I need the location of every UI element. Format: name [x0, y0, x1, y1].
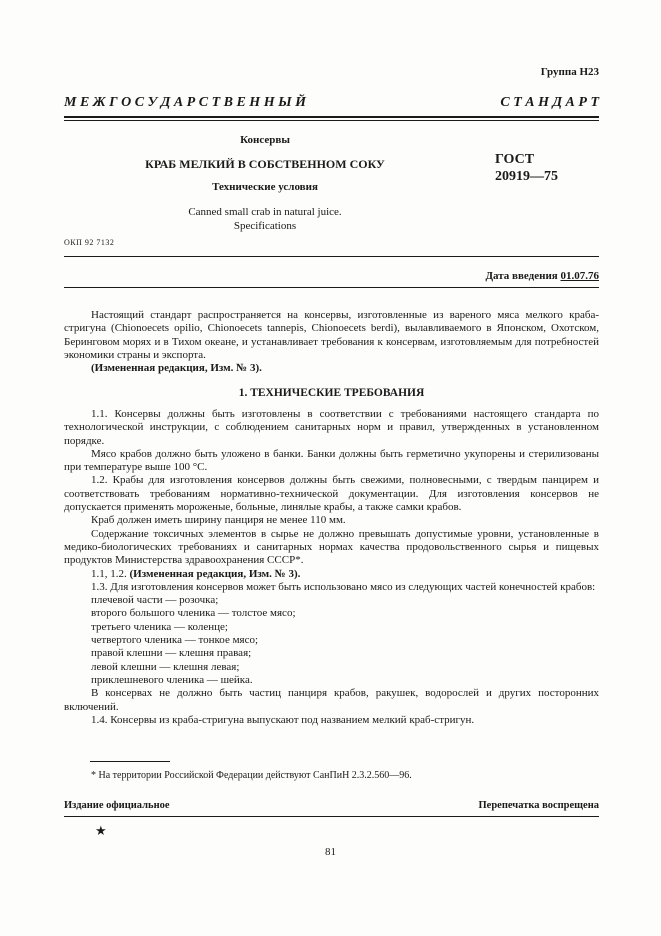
intro-revision: (Измененная редакция, Изм. № 3). — [91, 362, 262, 375]
list-item: третьего членика — коленце; — [91, 620, 228, 633]
category-label: Консервы — [240, 134, 290, 146]
okp-code: ОКП 92 7132 — [64, 238, 115, 247]
banner-right: С Т А Н Д А Р Т — [500, 95, 599, 110]
english-title — [120, 205, 410, 233]
list-item: четвертого членика — тонкое мясо; — [91, 634, 259, 647]
banner-rule-thick — [64, 116, 599, 118]
list-item: левой клешни — клешня левая; — [91, 660, 240, 673]
list-item: плечевой части — розочка; — [91, 594, 219, 607]
english-title-line2: Specifications — [233, 220, 297, 232]
date-label: Дата введения — [485, 270, 558, 282]
intro-section — [64, 309, 599, 375]
banner-left: М Е Ж Г О С У Д А Р С Т В Е Н Н Ы Й — [64, 95, 307, 110]
standard-banner — [64, 94, 599, 112]
clause-1-4: 1.4. Консервы из краба-стригуна выпускают под названием мелкий краб-стригун. — [91, 713, 475, 726]
list-item: второго большого членика — толстое мясо; — [91, 607, 296, 620]
date-rule — [64, 287, 599, 288]
gost-label: ГОСТ — [495, 152, 535, 167]
revision-prefix: 1.1, 1.2. — [91, 567, 127, 580]
date-value: 01.07.76 — [560, 270, 599, 282]
document-title: КРАБ МЕЛКИЙ В СОБСТВЕННОМ СОКУ — [145, 157, 385, 171]
english-title-line1: Canned small crab in natural juice. — [188, 206, 342, 218]
star-icon: ★ — [95, 823, 107, 838]
document-subtitle: Технические условия — [212, 181, 318, 193]
okp-rule — [64, 256, 599, 257]
effective-date — [485, 270, 599, 282]
clause-revision — [64, 568, 599, 581]
edition-label: Издание официальное — [64, 800, 170, 811]
gost-designation — [495, 151, 558, 185]
banner-rule-thin — [64, 120, 599, 121]
list-item: приклешневого членика — шейка. — [91, 673, 253, 686]
group-code: Группа Н23 — [540, 66, 599, 78]
section-heading: 1. ТЕХНИЧЕСКИЕ ТРЕБОВАНИЯ — [238, 387, 425, 399]
clause-1-3: 1.3. Для изготовления консервов может быть использовано мясо из следующих частей конечностей крабов: — [91, 580, 596, 593]
clause-1-1-cont: Мясо крабов должно быть уложено в банки. Банки должны быть герметично укупорены и стерилизованы при температуре выше 100 °С. — [64, 447, 599, 474]
footer-rule — [64, 816, 599, 817]
intro-paragraph: Настоящий стандарт распространяется на консервы, изготовленные из вареного мяса мелкого краба-стригуна (Chionoecets opilio, Chionoecets tannepis, Chionoecets berdi), вылавливаемого в Японском, Охотском, Беринговом морях и в Тихом океане, и устанавливает требования к консервам, изготовляемым для потребностей экономики страны и экспорта. — [64, 309, 599, 361]
gost-number: 20919—75 — [495, 169, 558, 184]
clause-1-3-foreign: В консервах не должно быть частиц панциря крабов, ракушек, водорослей и других посторонних включений. — [64, 687, 599, 713]
page-number: 81 — [325, 846, 336, 858]
clause-1-2-width: Краб должен иметь ширину панциря не менее 110 мм. — [91, 514, 346, 527]
list-item: правой клешни — клешня правая; — [91, 647, 252, 660]
clause-1-1: 1.1. Консервы должны быть изготовлены в соответствии с требованиями настоящего стандарта по технологической инструкции, с соблюдением санитарных норм и правил, утвержденных в установленном порядке. — [64, 408, 599, 447]
footnote-rule — [90, 761, 170, 762]
footnote: * На территории Российской Федерации действуют СанПиН 2.3.2.560—96. — [91, 770, 412, 781]
reprint-notice: Перепечатка воспрещена — [478, 800, 599, 811]
revision-note: (Измененная редакция, Изм. № 3). — [129, 567, 301, 580]
clause-1-2: 1.2. Крабы для изготовления консервов должны быть свежими, полновесными, с твердым панцирем и соответствовать требованиям нормативно-технической документации. Для изготовления консервов не допускается применять мороженые, больные, линялые крабы, а также самки крабов. — [64, 474, 599, 514]
clause-1-2-toxic: Содержание токсичных элементов в сырье не должно превышать допустимые уровни, установленные в медико-биологических требованиях и санитарных нормах качества продовольственного сырья и пищевых продуктов Министерства здравоохранения СССР*. — [64, 527, 599, 567]
section-1-body — [64, 408, 599, 727]
